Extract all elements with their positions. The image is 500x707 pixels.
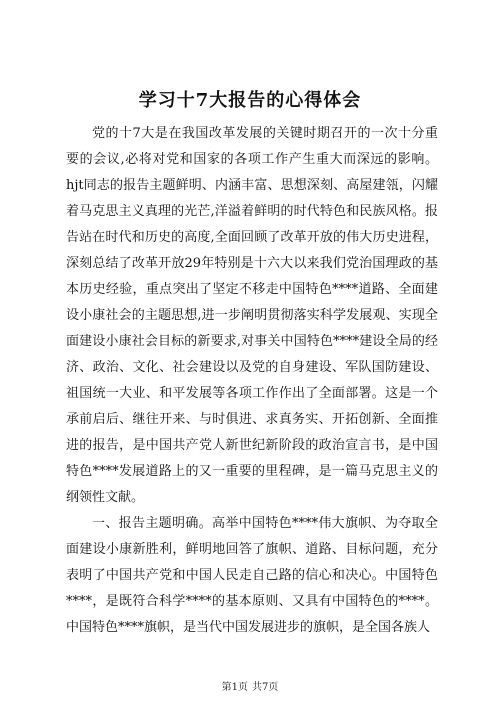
document-body bbox=[66, 121, 438, 641]
page-number: 第1页 bbox=[221, 682, 248, 693]
page-total: 共7页 bbox=[252, 682, 279, 693]
page-footer bbox=[0, 681, 500, 695]
paragraph-1: 党的十7大是在我国改革发展的关键时期召开的一次十分重要的会议,必将对党和国家的各项工作产生重大而深远的影响。hjt同志的报告主题鲜明、内涵丰富、思想深刻、高屋建瓴，闪耀着马克思主义真理的光芒,洋溢着鲜明的时代特色和民族风格。报告站在时代和历史的高度,全面回顾了改革开放的伟大历史进程，深刻总结了改革开放29年特别是十六大以来我们党治国理政的基本历史经验，重点突出了坚定不移走中国特色****道路、全面建设小康社会的主题思想,进一步阐明贯彻落实科学发展观、实现全面建设小康社会目标的新要求,对事关中国特色****建设全局的经济、政治、文化、社会建设以及党的自身建设、军队国防建设、祖国统一大业、和平发展等各项工作作出了全面部署。这是一个承前启后、继往开来、与时俱进、求真务实、开拓创新、全面推进的报告，是中国共产党人新世纪新阶段的政治宣言书，是中国特色****发展道路上的又一重要的里程碑，是一篇马克思主义的纲领性文献。 bbox=[66, 126, 438, 505]
paragraph-2: 一、报告主题明确。高举中国特色****伟大旗帜、为夺取全面建设小康新胜利，鲜明地回答了旗帜、道路、目标问题，充分表明了中国共产党和中国人民走自己路的信心和决心。中国特色****，是既符合科学****的基本原则、又具有中国特色的****。中国特色****旗帜，是当代中国发展进步的旗帜，是全国各族人 bbox=[66, 516, 438, 635]
document-title: 学习十7大报告的心得体会 bbox=[138, 90, 362, 111]
